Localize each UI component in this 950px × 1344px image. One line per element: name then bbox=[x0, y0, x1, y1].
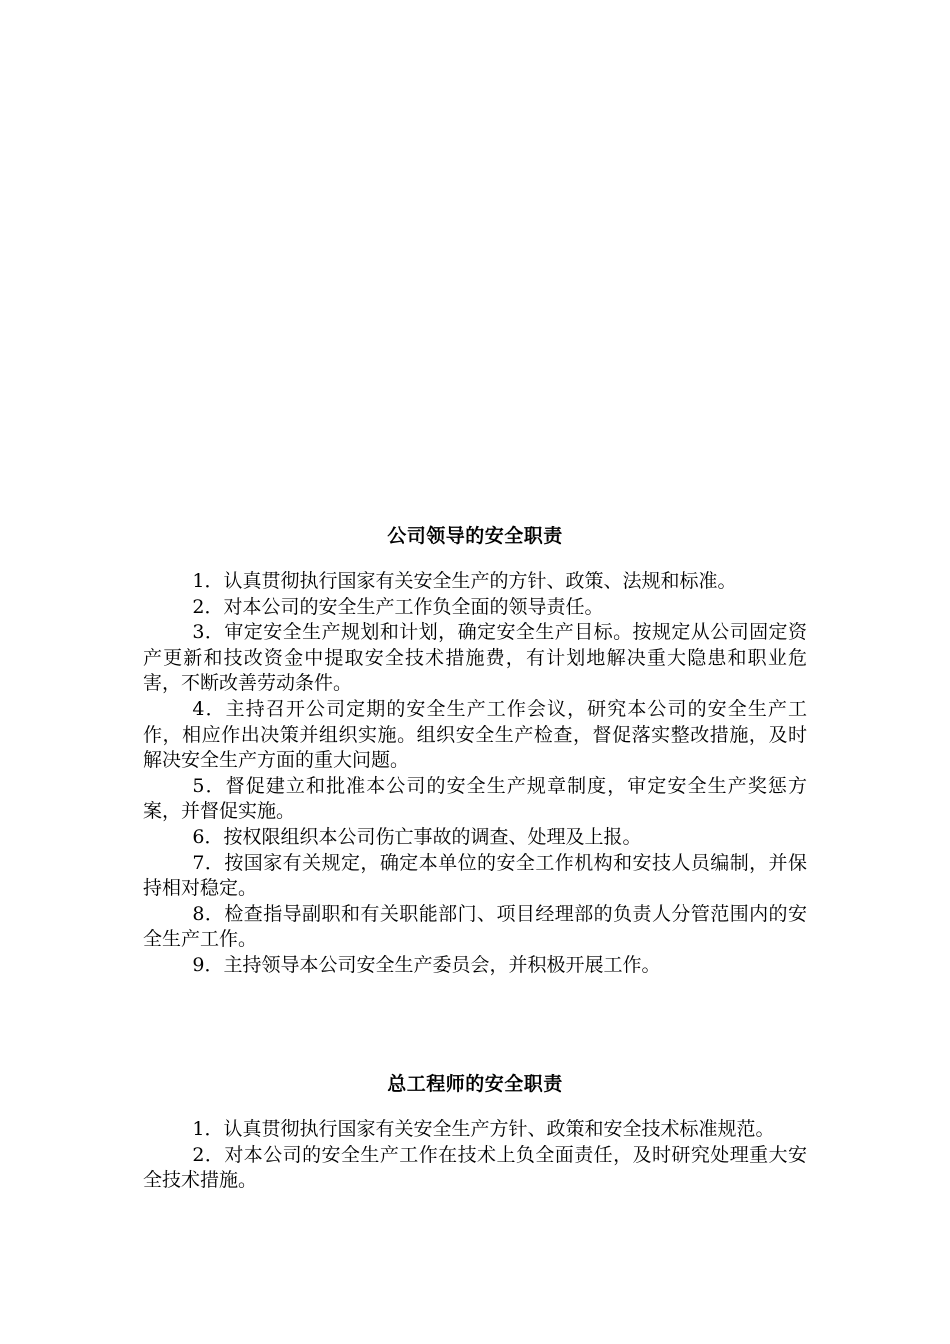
list-item: 2．对本公司的安全生产工作在技术上负全面责任，及时研究处理重大安全技术措施。 bbox=[143, 1143, 807, 1192]
list-item: 4．主持召开公司定期的安全生产工作会议，研究本公司的安全生产工作，相应作出决策并组织实施。组织安全生产检查，督促落实整改措施，及时解决安全生产方面的重大问题。 bbox=[143, 697, 807, 772]
list-item: 8．检查指导副职和有关职能部门、项目经理部的负责人分管范围内的安全生产工作。 bbox=[143, 902, 807, 951]
section-company-leadership bbox=[143, 521, 807, 979]
list-item: 6．按权限组织本公司伤亡事故的调查、处理及上报。 bbox=[192, 825, 642, 848]
list-item: 3．审定安全生产规划和计划，确定安全生产目标。按规定从公司固定资产更新和技改资金中提取安全技术措施费，有计划地解决重大隐患和职业危害，不断改善劳动条件。 bbox=[143, 621, 807, 695]
list-item: 2．对本公司的安全生产工作负全面的领导责任。 bbox=[192, 595, 604, 618]
list-item: 7．按国家有关规定，确定本单位的安全工作机构和安技人员编制，并保持相对稳定。 bbox=[143, 851, 807, 900]
section-title: 公司领导的安全职责 bbox=[387, 525, 563, 547]
section-chief-engineer bbox=[143, 1069, 807, 1194]
list-item: 9．主持领导本公司安全生产委员会，并积极开展工作。 bbox=[192, 953, 661, 976]
list-item: 1．认真贯彻执行国家有关安全生产方针、政策和安全技术标准规范。 bbox=[192, 1118, 775, 1140]
section-title: 总工程师的安全职责 bbox=[387, 1073, 563, 1095]
list-item: 5．督促建立和批准本公司的安全生产规章制度，审定安全生产奖惩方案，并督促实施。 bbox=[143, 774, 807, 823]
list-item: 1．认真贯彻执行国家有关安全生产的方针、政策、法规和标准。 bbox=[192, 570, 737, 592]
